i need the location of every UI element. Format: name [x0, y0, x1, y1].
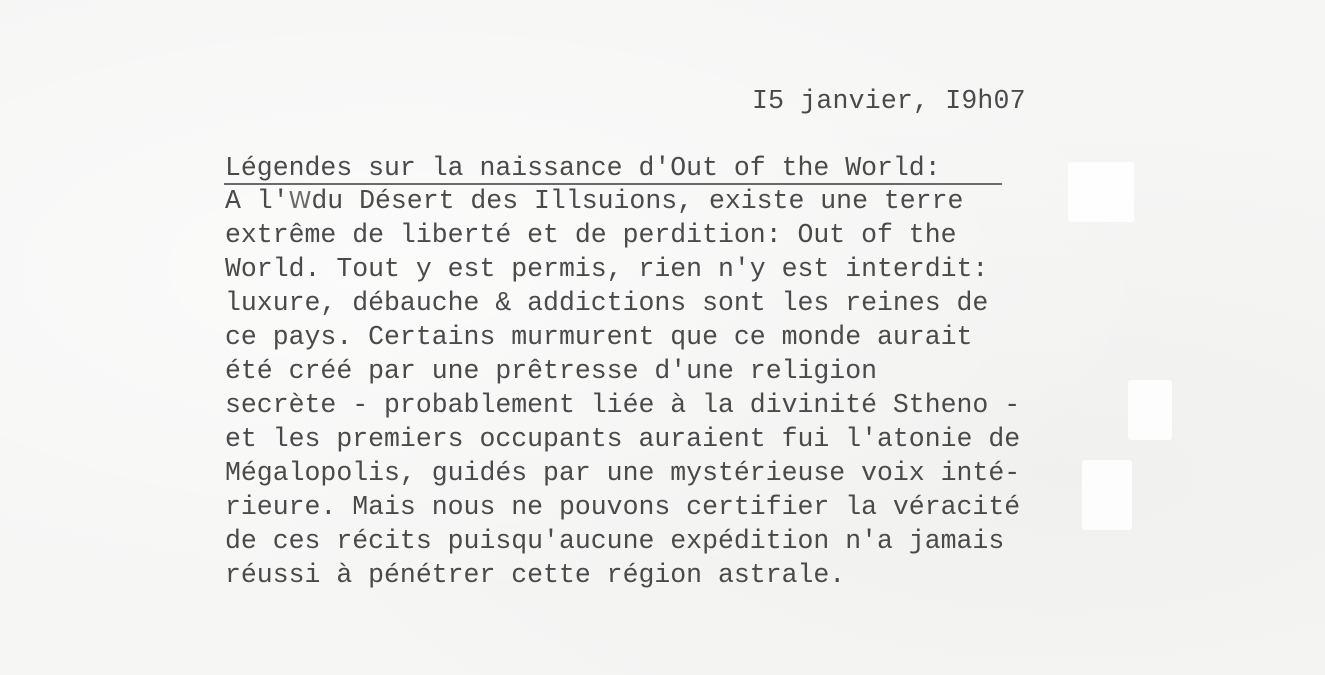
text-line: ce pays. Certains murmurent que ce monde aurait: [225, 322, 973, 352]
text-line: été créé par une prêtresse d'une religion: [225, 356, 878, 386]
text-line-rest: du Désert des Illsuions, existe une terre: [311, 186, 964, 216]
text-line: de ces récits puisqu'aucune expédition n'a jamais: [225, 526, 1005, 556]
text-line: secrète - probablement liée à la divinité Stheno -: [225, 390, 1021, 420]
text-line: et les premiers occupants auraient fui l'atonie de: [225, 424, 1021, 454]
paper-scuff: [1082, 460, 1132, 530]
text-line: extrême de liberté et de perdition: Out of the: [225, 220, 957, 250]
document-body: [225, 184, 1020, 592]
paper-scuff: [1128, 380, 1172, 440]
document-date: I5 janvier, I9h07: [752, 86, 1026, 116]
text-line: luxure, débauche & addictions sont les reines de: [225, 288, 989, 318]
text-line: réussi à pénétrer cette région astrale.: [225, 560, 846, 590]
document-heading: Légendes sur la naissance d'Out of the World:: [225, 153, 941, 183]
text-line: Mégalopolis, guidés par une mystérieuse voix inté-: [225, 458, 1021, 488]
text-line: rieure. Mais nous ne pouvons certifier la véracité: [225, 492, 1021, 522]
handwritten-w-mark: W: [288, 188, 312, 214]
text-line-prefix: A l': [225, 186, 289, 216]
text-line: World. Tout y est permis, rien n'y est interdit:: [225, 254, 989, 284]
paper-scuff: [1068, 162, 1134, 222]
text-line: [225, 184, 1020, 218]
